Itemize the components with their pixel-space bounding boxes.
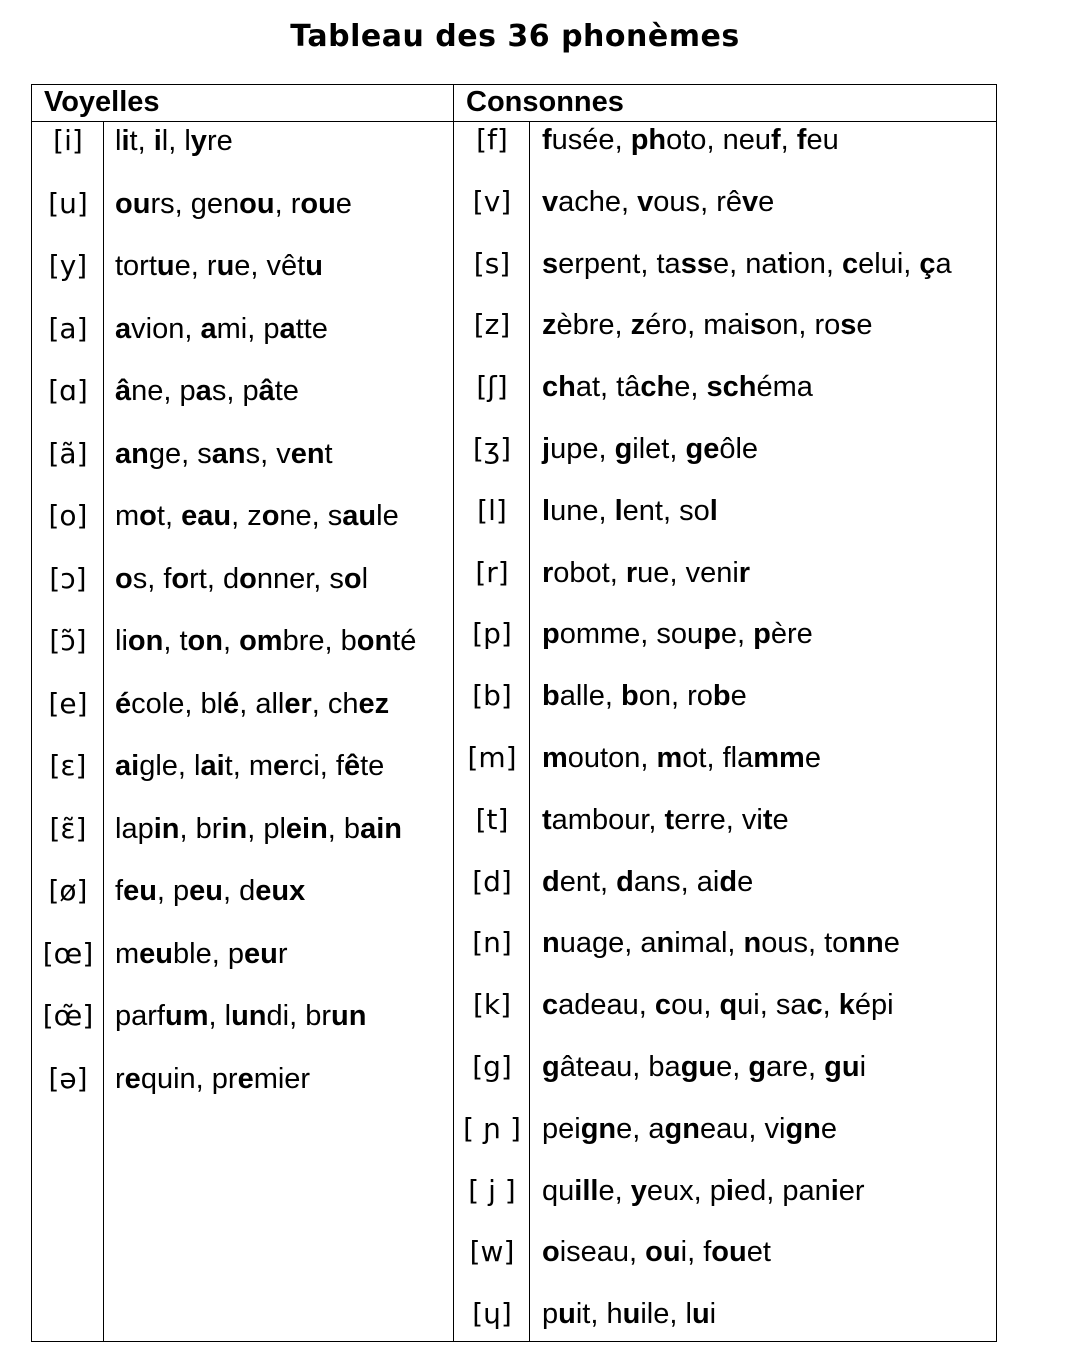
phoneme-symbol: [ʃ] [476, 370, 508, 404]
phoneme-symbol: [œ] [42, 936, 94, 970]
phoneme-symbol: [n] [472, 926, 512, 960]
phoneme-examples: tambour, terre, vite [542, 803, 789, 836]
phoneme-examples: feu, peu, deux [115, 875, 306, 907]
phoneme-examples: quille, yeux, pied, panier [542, 1174, 865, 1207]
phoneme-symbol: [t] [475, 802, 509, 836]
phoneme-examples: chat, tâche, schéma [542, 371, 813, 404]
table-right-border [996, 84, 997, 1342]
phoneme-examples: lapin, brin, plein, bain [115, 812, 402, 845]
vowel-symbol-divider [103, 121, 104, 1342]
phoneme-symbol: [l] [477, 493, 507, 527]
phoneme-symbol: [z] [473, 308, 511, 342]
phoneme-symbol: [ɛ̃] [49, 811, 87, 845]
phoneme-symbol: [y] [48, 249, 88, 282]
phoneme-examples: ours, genou, roue [115, 187, 352, 220]
phoneme-symbol: [v] [472, 184, 512, 218]
phoneme-symbol: [g] [472, 1050, 512, 1083]
phoneme-symbol: [ʒ] [472, 432, 512, 465]
phoneme-examples: os, fort, donner, sol [115, 562, 369, 595]
phoneme-examples: école, blé, aller, chez [115, 687, 390, 720]
phoneme-symbol: [ɔ̃] [49, 624, 87, 657]
phoneme-symbol: [œ̃] [42, 999, 94, 1032]
phoneme-symbol: [b] [472, 679, 512, 713]
phoneme-examples: mot, eau, zone, saule [115, 500, 399, 532]
phoneme-symbol: [ɥ] [472, 1297, 512, 1331]
phoneme-symbol: [o] [48, 499, 88, 532]
phoneme-examples: ange, sans, vent [115, 437, 333, 470]
phoneme-examples: balle, bon, robe [542, 680, 747, 713]
phoneme-symbol: [ø] [48, 874, 88, 907]
phoneme-symbol: [ə] [48, 1061, 88, 1095]
phoneme-examples: puit, huile, lui [542, 1298, 717, 1331]
phoneme-symbol: [ j ] [468, 1173, 516, 1207]
phoneme-examples: meuble, peur [115, 937, 288, 970]
phoneme-examples: cadeau, cou, qui, sac, képi [542, 989, 894, 1022]
phoneme-symbol: [f] [476, 123, 508, 156]
phoneme-examples: avion, ami, patte [115, 312, 328, 345]
table-left-border [31, 84, 32, 1342]
phoneme-examples: parfum, lundi, brun [115, 1000, 367, 1032]
phoneme-symbol: [p] [472, 617, 512, 651]
consonants-header: Consonnes [466, 86, 624, 118]
vowels-header: Voyelles [44, 86, 160, 118]
phoneme-examples: lion, ton, ombre, bonté [115, 625, 417, 657]
phoneme-examples: lit, il, lyre [115, 125, 233, 157]
phoneme-examples: nuage, animal, nous, tonne [542, 927, 900, 960]
phoneme-symbol: [s] [473, 246, 511, 280]
phoneme-examples: fusée, photo, neuf, feu [542, 124, 839, 156]
phoneme-examples: aigle, lait, merci, fête [115, 750, 385, 782]
phoneme-symbol: [d] [472, 864, 512, 898]
phoneme-symbol: [e] [48, 686, 88, 720]
phoneme-examples: pomme, soupe, père [542, 618, 813, 651]
phoneme-symbol: [ ɲ ] [463, 1111, 521, 1145]
phoneme-examples: jupe, gilet, geôle [542, 433, 759, 465]
phoneme-symbol: [k] [472, 988, 512, 1022]
consonant-symbol-divider [529, 121, 530, 1342]
column-divider [453, 84, 454, 1342]
phoneme-symbol: [ã] [48, 436, 88, 470]
table-bottom-border [31, 1341, 997, 1342]
phoneme-symbol: [ɑ] [48, 374, 88, 407]
phoneme-symbol: [a] [48, 311, 88, 345]
page-title: Tableau des 36 phonèmes [290, 19, 740, 54]
phoneme-examples: âne, pas, pâte [115, 375, 299, 407]
phoneme-examples: peigne, agneau, vigne [542, 1112, 838, 1145]
phoneme-examples: lune, lent, sol [542, 494, 718, 527]
phoneme-symbol: [ɛ] [49, 749, 87, 782]
phoneme-examples: oiseau, oui, fouet [542, 1236, 771, 1269]
phoneme-examples: robot, rue, venir [542, 556, 751, 589]
phoneme-examples: gâteau, bague, gare, gui [542, 1051, 867, 1083]
phoneme-examples: zèbre, zéro, maison, rose [542, 309, 873, 342]
phoneme-examples: serpent, tasse, nation, celui, ça [542, 247, 952, 280]
header-divider [31, 121, 997, 122]
phoneme-examples: mouton, mot, flamme [542, 742, 821, 774]
phoneme-symbol: [r] [475, 555, 509, 589]
phoneme-examples: requin, premier [115, 1062, 311, 1095]
phoneme-symbol: [i] [53, 124, 83, 157]
phoneme-examples: vache, vous, rêve [542, 185, 775, 218]
phoneme-symbol: [w] [469, 1235, 515, 1269]
phoneme-symbol: [m] [467, 741, 517, 774]
phoneme-symbol: [ɔ] [49, 561, 87, 595]
phoneme-examples: tortue, rue, vêtu [115, 250, 323, 282]
phoneme-symbol: [u] [48, 186, 88, 220]
phoneme-examples: dent, dans, aide [542, 865, 754, 898]
